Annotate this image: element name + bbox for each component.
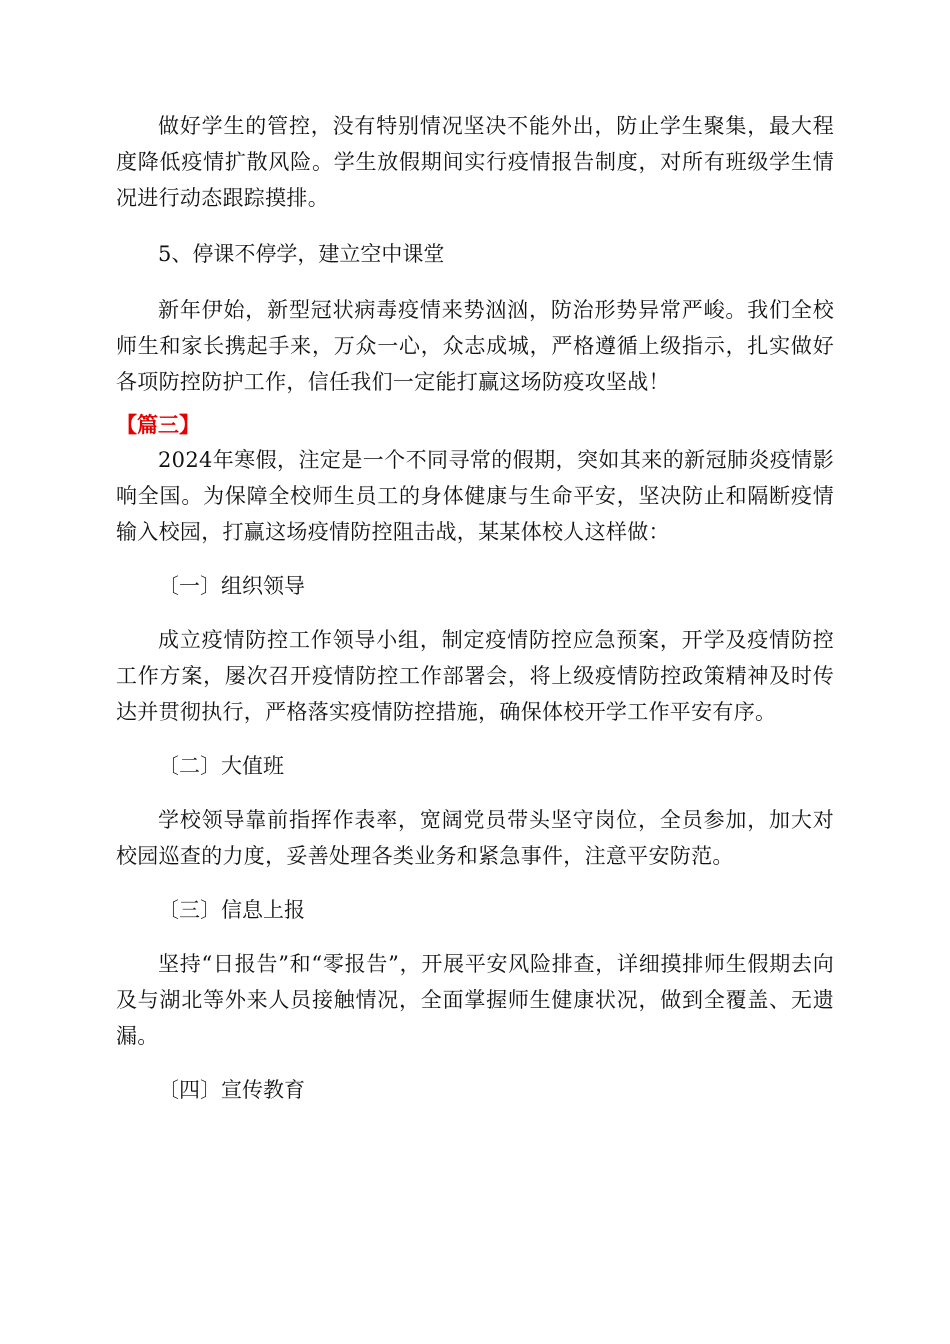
- heading-online-classroom: 5、停课不停学，建立空中课堂: [158, 242, 445, 266]
- paragraph-student-control: 做好学生的管控，没有特别情况坚决不能外出，防止学生聚集，最大程度降低疫情扩散风险。学生放假期间实行疫情报告制度，对所有班级学生情况进行动态跟踪摸排。: [116, 114, 834, 210]
- document-page: [116, 108, 834, 1108]
- paragraph-winter-holiday: 2024年寒假，注定是一个不同寻常的假期，突如其来的新冠肺炎疫情影响全国。为保障全校师生员工的身体健康与生命平安，坚决防止和隔断疫情输入校园，打赢这场疫情防控阻击战，某某体校人这样做：: [116, 448, 834, 544]
- section-title-part-three: 【篇三】: [116, 413, 200, 437]
- paragraph-duty: 学校领导靠前指挥作表率，宽阔党员带头坚守岗位，全员参加，加大对校园巡查的力度，妥善处理各类业务和紧急事件，注意平安防范。: [116, 808, 834, 868]
- paragraph-organization: 成立疫情防控工作领导小组，制定疫情防控应急预案，开学及疫情防控工作方案，屡次召开疫情防控工作部署会，将上级疫情防控政策精神及时传达并贯彻执行，严格落实疫情防控措施，确保体校开学工作平安有序。: [116, 628, 834, 724]
- heading-duty: 〔二〕大值班: [158, 754, 284, 778]
- heading-reporting: 〔三〕信息上报: [158, 898, 305, 922]
- paragraph-reporting: 坚持“日报告”和“零报告”，开展平安风险排查，详细摸排师生假期去向及与湖北等外来人员接触情况，全面掌握师生健康状况，做到全覆盖、无遗漏。: [116, 952, 834, 1048]
- paragraph-new-year: 新年伊始，新型冠状病毒疫情来势汹汹，防治形势异常严峻。我们全校师生和家长携起手来，万众一心，众志成城，严格遵循上级指示，扎实做好各项防控防护工作，信任我们一定能打赢这场防疫攻坚战！: [116, 298, 834, 394]
- heading-education: 〔四〕宣传教育: [158, 1078, 305, 1102]
- heading-organization: 〔一〕组织领导: [158, 574, 305, 598]
